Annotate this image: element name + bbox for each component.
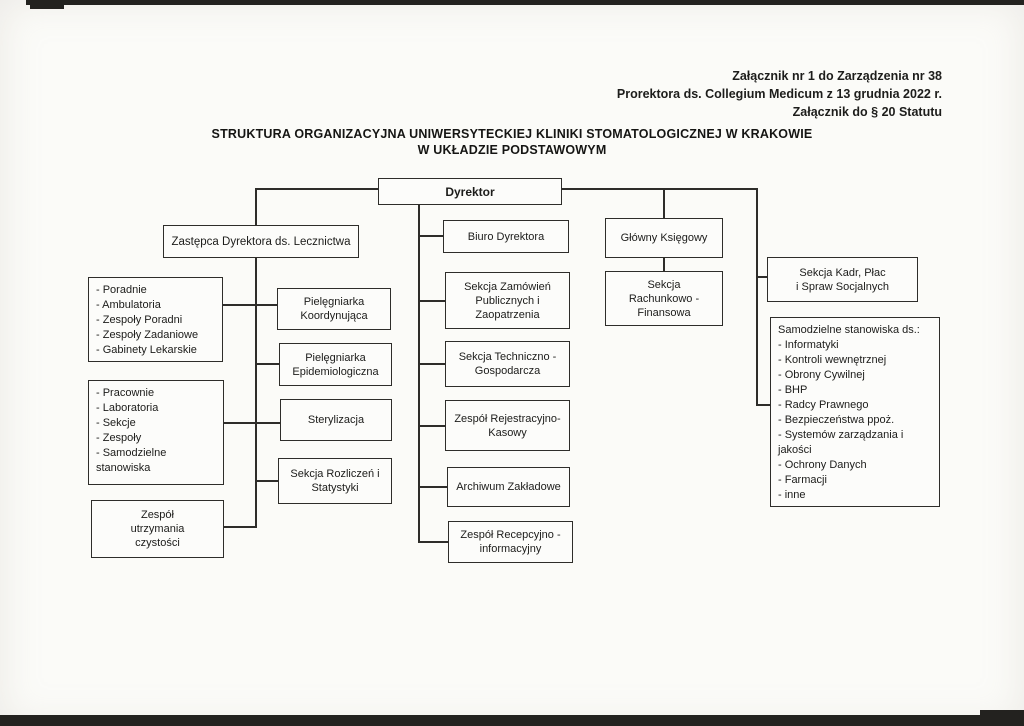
org-node-zespol-utrzymania-czystosci: Zespół utrzymania czystości — [91, 500, 224, 558]
connector-branch-sterylizacja — [256, 422, 281, 424]
connector-dyrektor-middle-spine — [418, 204, 420, 543]
scan-artifact-top-blob — [30, 0, 64, 9]
org-node-sterylizacja: Sterylizacja — [280, 399, 392, 441]
connector-branch-archiwum — [420, 486, 448, 488]
connector-branch-sekcja-techniczno — [420, 363, 446, 365]
connector-branch-pracownie — [224, 422, 256, 424]
connector-branch-sekcja-zamowien — [420, 300, 446, 302]
connector-dyrektor-to-zastepca — [255, 188, 257, 226]
connector-dyrektor-to-glowny-ksiegowy — [663, 188, 665, 219]
org-node-zespol-recepcyjno-informacyjny: Zespół Recepcyjno - informacyjny — [448, 521, 573, 563]
scan-artifact-bottom-edge — [0, 715, 1024, 726]
org-node-sekcja-rozliczen-i-statystyki: Sekcja Rozliczeń i Statystyki — [278, 458, 392, 504]
connector-dyrektor-right-h — [562, 188, 758, 190]
page-title-line-2: W UKŁADZIE PODSTAWOWYM — [417, 143, 607, 157]
connector-branch-zespol-utrzymania — [224, 526, 257, 528]
org-node-sekcja-kadr-plac: Sekcja Kadr, Płac i Spraw Socjalnych — [767, 257, 918, 302]
org-node-zastepca-dyrektora: Zastępca Dyrektora ds. Lecznictwa — [163, 225, 359, 258]
connector-branch-samodzielne-stanowiska — [756, 404, 771, 406]
org-node-poradnie-grupa: - Poradnie - Ambulatoria - Zespoły Poradni - Zespoły Zadaniowe - Gabinety Lekarskie — [88, 277, 223, 362]
scan-artifact-bottom-right — [980, 710, 1024, 726]
connector-dyrektor-left-h — [256, 188, 378, 190]
connector-branch-sekcja-rozliczen — [256, 480, 279, 482]
connector-glowny-to-rachunkowo — [663, 257, 665, 272]
connector-branch-zespol-recepcyjno — [420, 541, 449, 543]
connector-right-spine — [756, 188, 758, 406]
connector-branch-pielegniarka-epidemiologiczna — [256, 363, 280, 365]
org-node-samodzielne-stanowiska: Samodzielne stanowiska ds.: - Informatyki - Kontroli wewnętrznej - Obrony Cywilnej - BHP - Radcy Prawnego - Bezpieczeństwa ppoż. - Systemów zarządzania i jakości - Ochrony Danych - Farmacji - inne — [770, 317, 940, 507]
org-node-pracownie-grupa: - Pracownie - Laboratoria - Sekcje - Zespoły - Samodzielne stanowiska — [88, 380, 224, 485]
connector-branch-biuro-dyrektora — [420, 235, 444, 237]
org-node-sekcja-techniczno-gospodarcza: Sekcja Techniczno - Gospodarcza — [445, 341, 570, 387]
scan-artifact-top-edge — [26, 0, 1024, 5]
connector-zastepca-spine — [255, 258, 257, 528]
org-node-zespol-rejestracyjno-kasowy: Zespół Rejestracyjno- Kasowy — [445, 400, 570, 451]
page-title-line-1: STRUKTURA ORGANIZACYJNA UNIWERSYTECKIEJ KLINIKI STOMATOLOGICZNEJ W KRAKOWIE — [211, 127, 813, 141]
org-node-biuro-dyrektora: Biuro Dyrektora — [443, 220, 569, 253]
org-node-sekcja-rachunkowo-finansowa: Sekcja Rachunkowo - Finansowa — [605, 271, 723, 326]
header-line-3: Załącznik do § 20 Statutu — [792, 105, 942, 119]
connector-branch-zespol-rejestracyjno — [420, 425, 446, 427]
org-node-glowny-ksiegowy: Główny Księgowy — [605, 218, 723, 258]
header-line-1: Załącznik nr 1 do Zarządzenia nr 38 — [732, 69, 942, 83]
org-node-pielegniarka-epidemiologiczna: Pielęgniarka Epidemiologiczna — [279, 343, 392, 386]
connector-branch-pielegniarka-koordynujaca — [256, 304, 278, 306]
org-node-dyrektor: Dyrektor — [378, 178, 562, 205]
org-node-pielegniarka-koordynujaca: Pielęgniarka Koordynująca — [277, 288, 391, 330]
header-line-2: Prorektora ds. Collegium Medicum z 13 grudnia 2022 r. — [616, 87, 942, 101]
org-node-archiwum-zakladowe: Archiwum Zakładowe — [447, 467, 570, 507]
page-title — [0, 126, 1024, 158]
org-node-sekcja-zamowien: Sekcja Zamówień Publicznych i Zaopatrzenia — [445, 272, 570, 329]
connector-branch-poradnie — [223, 304, 256, 306]
document-header — [617, 67, 942, 121]
